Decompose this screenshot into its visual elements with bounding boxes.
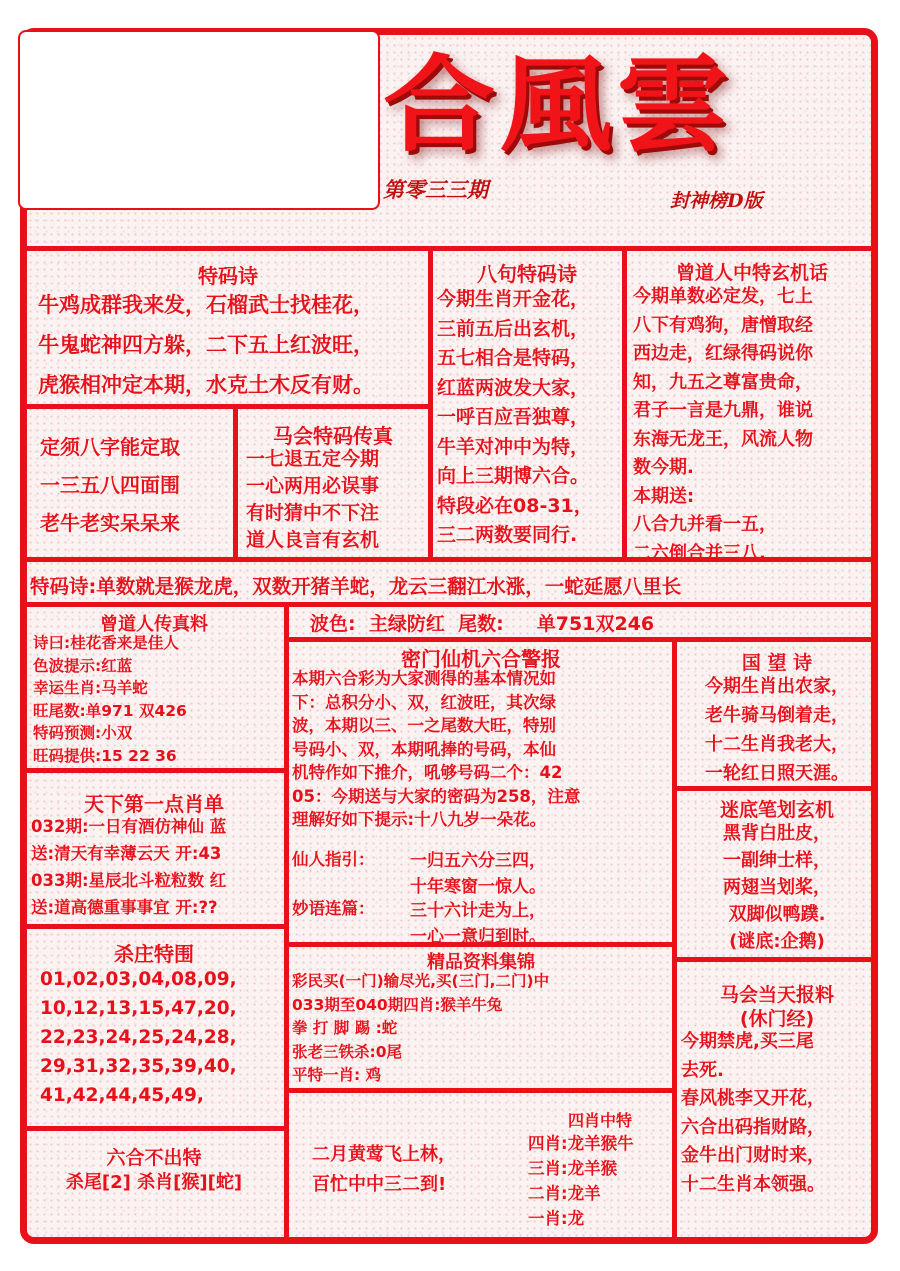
zeng-talk-line: 八下有鸡狗，唐憎取经 [633, 314, 813, 336]
shazhuang-line: 29,31,32,35,39,40, [40, 1056, 237, 1077]
tianxia-line: 033期:星辰北斗粒粒数 红 [31, 871, 227, 890]
poem8-line: 三前五后出玄机， [437, 317, 590, 340]
poem1-line: 虎猴相冲定本期，水克土木反有财。 [38, 373, 374, 397]
wave-row [310, 609, 654, 636]
jingpin-line: 033期至040期四肖:猴羊牛兔 [292, 995, 503, 1014]
zeng-talk-body [633, 283, 813, 568]
mahui-today-title: 马会当天报料 [719, 984, 834, 1006]
sixiao-title: 四肖中特 [567, 1111, 632, 1130]
mahui-today-line: 去死. [681, 1059, 724, 1081]
edition-label: 封神榜D版 [670, 190, 763, 212]
midi-line: 黑背白肚皮， [723, 823, 831, 844]
mimen-line: 理解好如下提示:十八九岁一朵花。 [292, 810, 547, 829]
pointer-label: 仙人指引： [292, 850, 375, 869]
zeng-fax-line: 旺码提供:15 22 36 [33, 746, 177, 765]
mimen-line: 波，本期以三、一之尾数大旺，特别 [292, 716, 556, 735]
liuhe-title: 六合不出特 [106, 1147, 202, 1169]
miao-line: 三十六计走为上， [410, 901, 546, 921]
guowang-line: 一轮红日照天涯。 [705, 763, 849, 784]
pointer-line: 一归五六分三四， [410, 851, 546, 871]
zeng-talk-line: 知，九五之尊富贵命， [633, 371, 813, 393]
mimen-title: 密门仙机六合警报 [401, 647, 561, 671]
midi-title: 迷底笔划玄机 [719, 799, 834, 821]
tianxia-line: 送:清天有幸薄云天 开:43 [31, 844, 222, 863]
midi-line: 一副绅士样， [723, 850, 831, 871]
mahui-today-line: 春风桃李又开花， [681, 1088, 825, 1109]
jingpin-line: 彩民买(一门)输尽光,买(三门,二门)中 [292, 972, 550, 990]
tianxia-title: 天下第一点肖单 [84, 792, 224, 816]
jingpin-body [292, 970, 549, 1088]
mimen-line: 本期六合彩为大家测得的基本情况如 [292, 669, 556, 688]
shazhuang-line: 41,42,44,45,49, [40, 1085, 204, 1106]
sixiao-body [528, 1131, 634, 1231]
mahui-today-line: 十二生肖本领强。 [681, 1173, 825, 1195]
zeng-talk-line: 本期送: [633, 485, 695, 507]
sixiao-line: 四肖:龙羊猴牛 [528, 1134, 634, 1153]
divider [428, 250, 433, 560]
eight-words-body [40, 428, 180, 542]
tianxia-body [31, 813, 226, 921]
erbyue-line: 百忙中中三二到! [312, 1174, 447, 1195]
midi-line: (谜底:企鹅) [729, 931, 825, 952]
tianxia-line: 032期:一日有酒仿神仙 蓝 [31, 817, 227, 836]
sixiao-line: 三肖:龙羊猴 [528, 1159, 618, 1178]
miao-body [410, 898, 546, 950]
mimen-line: 05：今期送与大家的密码为258，注意 [292, 786, 581, 806]
zeng-fax-line: 旺尾数:单971 双426 [33, 701, 187, 720]
mimen-line: 下：总积分小、双，红波旺，其次绿 [292, 692, 556, 712]
poem8-body [437, 285, 593, 551]
poem1-line: 牛鬼蛇神四方躲，二下五上红波旺， [38, 333, 374, 357]
zeng-fax-line: 色波提示:红蓝 [33, 656, 133, 675]
zeng-fax-line: 幸运生肖:马羊蛇 [33, 679, 148, 697]
sixiao-line: 二肖:龙羊 [528, 1184, 601, 1203]
poem8-line: 今期生肖开金花， [437, 288, 590, 310]
zeng-talk-line: 西边走，红绿得码说你 [633, 343, 813, 364]
mahui-fax-title: 马会特码传真 [273, 424, 393, 448]
poem1-title: 特码诗 [198, 264, 258, 288]
jingpin-line: 张老三铁杀:0尾 [292, 1042, 402, 1061]
shazhuang-line: 10,12,13,15,47,20, [40, 998, 237, 1019]
poem1-body [38, 285, 374, 405]
mahui-fax-body [246, 446, 379, 554]
midi-body [678, 820, 876, 955]
eight-words-line: 定须八字能定取 [40, 435, 180, 459]
zeng-fax-line: 诗曰:桂花香来是佳人 [33, 634, 179, 652]
midi-line: 两翅当划桨， [723, 877, 831, 898]
liuhe-line: 杀尾[2] 杀肖[猴][蛇] [65, 1172, 243, 1193]
zeng-talk-line: 君子一言是九鼎，谁说 [633, 400, 813, 421]
eight-words-line: 老牛老实呆呆来 [40, 511, 180, 535]
zeng-fax-body [33, 632, 187, 767]
shazhuang-body [40, 965, 237, 1110]
zeng-talk-line: 八合九并看一五， [633, 514, 777, 535]
masthead-logo: 合風雲 [383, 43, 733, 166]
zeng-fax-line: 特码预测:小双 [33, 724, 133, 742]
tail-label: 尾数: [458, 613, 504, 635]
erbyue-body [312, 1140, 456, 1200]
divider [20, 1126, 288, 1131]
banner-poem: 特码诗:单数就是猴龙虎，双数开猪羊蛇，龙云三翻江水涨，一蛇延愿八里长 [30, 575, 682, 598]
zeng-talk-title: 曾道人中特玄机话 [675, 262, 828, 284]
mimen-line: 号码小、双，本期吼捧的号码，本仙 [292, 739, 556, 759]
divider [284, 604, 289, 1240]
shazhuang-title: 杀庄特围 [114, 942, 194, 966]
divider [672, 640, 677, 1240]
tail-value: 单751双246 [536, 613, 655, 635]
divider [20, 924, 288, 929]
jingpin-line: 平特一肖: 鸡 [292, 1066, 382, 1084]
divider [286, 637, 878, 642]
poem8-title: 八句特码诗 [477, 262, 577, 286]
zeng-talk-line: 东海无龙王，风流人物 [633, 428, 813, 450]
poem8-line: 特段必在08-31， [437, 494, 593, 517]
zeng-fax-title: 曾道人传真料 [100, 614, 208, 635]
divider [20, 768, 288, 773]
jingpin-title: 精品资料集锦 [427, 952, 535, 973]
poem1-line: 牛鸡成群我来发，石榴武士找桂花， [38, 293, 374, 317]
miao-label: 妙语连篇： [292, 899, 375, 918]
mahui-today-subtitle: (休门经) [739, 1008, 815, 1030]
zeng-talk-line: 二六倒合并三八. [633, 542, 766, 564]
blank-header-panel [18, 30, 380, 210]
mimen-body [292, 667, 580, 832]
zeng-talk-line: 数今期. [633, 457, 694, 478]
poem8-line: 一呼百应吾独尊， [437, 406, 590, 428]
jingpin-line: 拳 打 脚 踢 :蛇 [292, 1019, 398, 1037]
mimen-line: 机特作如下推介，吼够号码二个：42 [292, 763, 563, 782]
poem8-line: 向上三期博六合。 [437, 465, 590, 487]
divider [20, 602, 878, 607]
divider [20, 246, 878, 251]
pointer-line: 十年寒窗一惊人。 [410, 877, 546, 897]
guowang-line: 十二生肖我老大， [705, 734, 849, 755]
issue-number: 第零三三期 [383, 177, 488, 202]
guowang-body [678, 672, 876, 788]
wave-color-value: 主绿防红 [368, 613, 445, 635]
mahui-fax-line: 有时猜中不下注 [246, 502, 380, 524]
poem8-line: 三二两数要同行. [437, 524, 578, 546]
midi-line: 双脚似鸭蹼. [728, 904, 826, 925]
divider [673, 957, 878, 962]
guowang-title: 国 望 诗 [741, 652, 813, 674]
erbyue-line: 二月黄莺飞上林， [312, 1144, 456, 1165]
mahui-today-line: 六合出码指财路， [681, 1116, 825, 1138]
shazhuang-line: 01,02,03,04,08,09, [40, 969, 237, 990]
zeng-talk-line: 今期单数必定发，七上 [633, 286, 813, 307]
divider [622, 250, 627, 560]
poem8-line: 红蓝两波发大家， [437, 376, 590, 399]
divider [286, 1088, 676, 1093]
wave-label: 波色: [310, 613, 356, 635]
eight-words-line: 一三五八四面围 [40, 473, 180, 497]
poem8-line: 五七相合是特码， [437, 347, 590, 369]
guowang-line: 老牛骑马倒着走， [705, 705, 849, 726]
mahui-fax-line: 一心两用必误事 [246, 475, 380, 497]
shazhuang-line: 22,23,24,25,24,28, [40, 1027, 237, 1048]
mahui-today-body [681, 1028, 825, 1199]
mahui-today-line: 金牛出门财时来， [681, 1145, 825, 1166]
pointer-body [410, 848, 546, 900]
mahui-fax-line: 道人良言有玄机 [246, 529, 380, 551]
poem8-line: 牛羊对冲中为特， [437, 435, 590, 458]
mahui-today-line: 今期禁虎,买三尾 [681, 1031, 814, 1052]
mahui-fax-line: 一七退五定今期 [246, 448, 380, 470]
guowang-line: 今期生肖出农家， [705, 676, 849, 697]
sixiao-line: 一肖:龙 [528, 1209, 585, 1228]
tianxia-line: 送:道高德重事事宜 开:?? [31, 898, 218, 917]
miao-line: 一心一意归到时。 [410, 927, 546, 947]
